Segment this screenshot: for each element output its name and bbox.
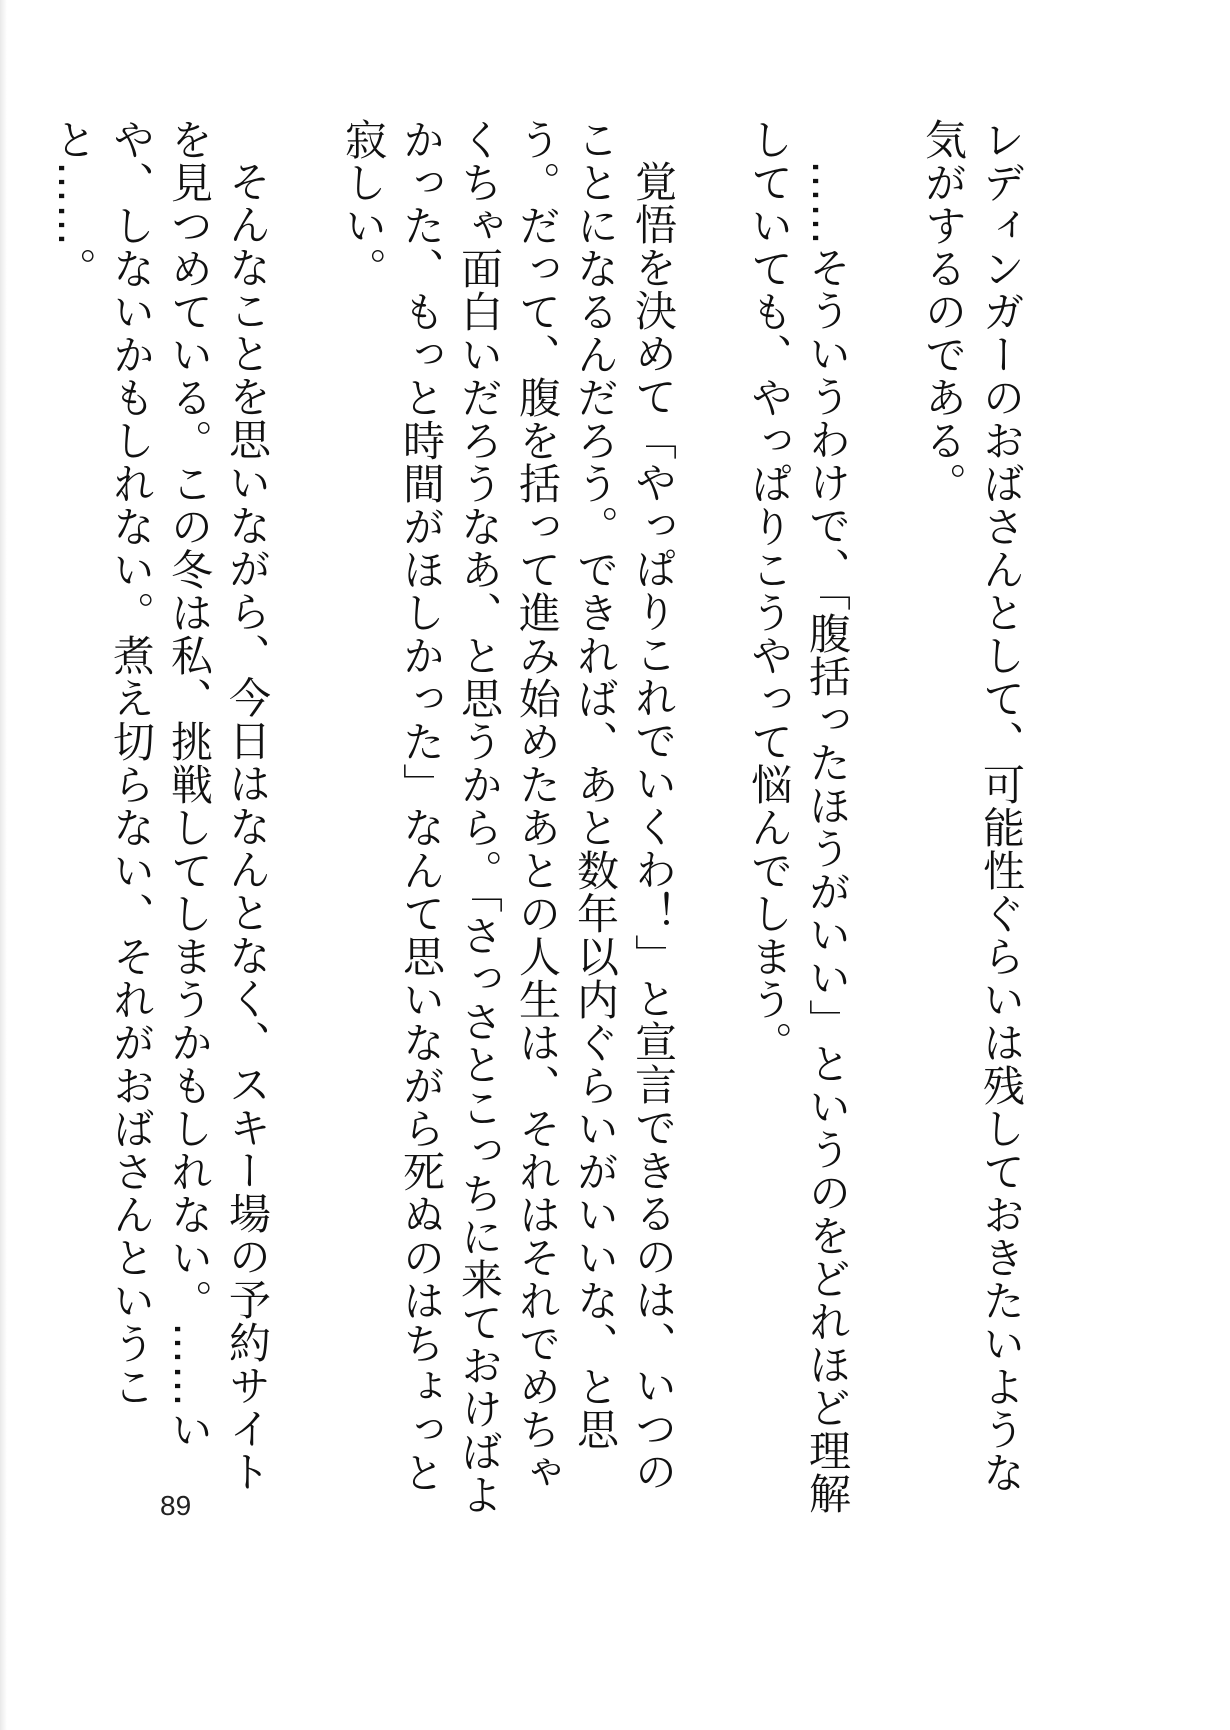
paragraph-2: ……そういうわけで、「腹括ったほうがいい」というのをどれほど理解していても、やっぱりこうやって悩んでしまう。 — [745, 118, 852, 1515]
paragraph-spacer — [856, 118, 914, 1518]
page-number: 89 — [160, 1490, 192, 1521]
paragraph-3: 覚悟を決めて「やっぱりこれでいくわ！」と宣言できるのは、いつのことになるんだろう。できれば、あと数年以内ぐらいがいいな、と思う。だって、腹を括って進み始めたあとの人生は、それはそれでめちゃくちゃ面白いだろうなあ、と思うから。「さっさとこっちに来ておけばよかった、もっと時間がほしかった」なんて思いながら死ぬのはちょっと寂しい。 — [339, 118, 678, 1516]
paragraph-spacer — [682, 118, 740, 1518]
body-text — [49, 118, 1030, 1518]
paragraph-spacer — [276, 118, 334, 1518]
paragraph-1: レディンガーのおばさんとして、可能性ぐらいは残しておきたいような気がするのである。 — [919, 118, 1026, 1494]
paragraph-4: そんなことを思いながら、今日はなんとなく、スキー場の予約サイトを見つめている。この冬は私、挑戦してしまうかもしれない。……いや、しないかもしれない。煮え切らない、それがおばさんということ……。 — [49, 118, 272, 1493]
page-edge-shadow — [0, 0, 7, 1730]
